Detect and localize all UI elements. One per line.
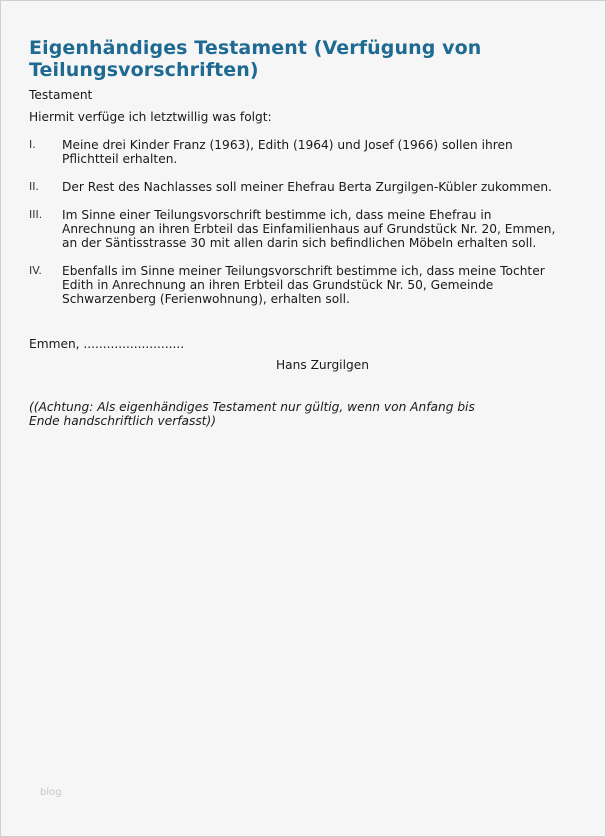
list-item-number: III.: [29, 208, 43, 221]
list-item: [29, 208, 565, 250]
signature-name: Hans Zurgilgen: [276, 358, 369, 372]
list-item: [29, 264, 565, 306]
intro-text: Hiermit verfüge ich letztwillig was folgt:: [29, 110, 272, 124]
place-date-line: Emmen, ..........................: [29, 337, 185, 351]
list-item-text: Der Rest des Nachlasses soll meiner Ehefrau Berta Zurgilgen-Kübler zukommen.: [62, 180, 552, 194]
list-item-number: I.: [29, 138, 36, 151]
watermark-text: blog: [40, 787, 62, 798]
list-item-text: Im Sinne einer Teilungsvorschrift bestimme ich, dass meine Ehefrau in Anrechnung an ihren Erbteil das Einfamilienhaus auf Grundstück Nr. 20, Emmen, an der Säntisstrasse 30 mit allen darin sich befindlichen Möbeln erhalten soll.: [62, 208, 556, 250]
validity-note: ((Achtung: Als eigenhändiges Testament nur gültig, wenn von Anfang bis Ende handschriftlich verfasst)): [29, 400, 475, 428]
list-item-number: II.: [29, 180, 39, 193]
list-item: [29, 138, 565, 166]
document-title: Eigenhändiges Testament (Verfügung von Teilungsvorschriften): [29, 37, 482, 81]
list-item: [29, 180, 565, 194]
list-item-text: Ebenfalls im Sinne meiner Teilungsvorschrift bestimme ich, dass meine Tochter Edith in Anrechnung an ihren Erbteil das Grundstück Nr. 50, Gemeinde Schwarzenberg (Ferienwohnung), erhalten soll.: [62, 264, 545, 306]
document-subtitle: Testament: [29, 88, 93, 102]
list-item-number: IV.: [29, 264, 42, 277]
list-item-text: Meine drei Kinder Franz (1963), Edith (1964) und Josef (1966) sollen ihren Pflichtteil erhalten.: [62, 138, 513, 166]
